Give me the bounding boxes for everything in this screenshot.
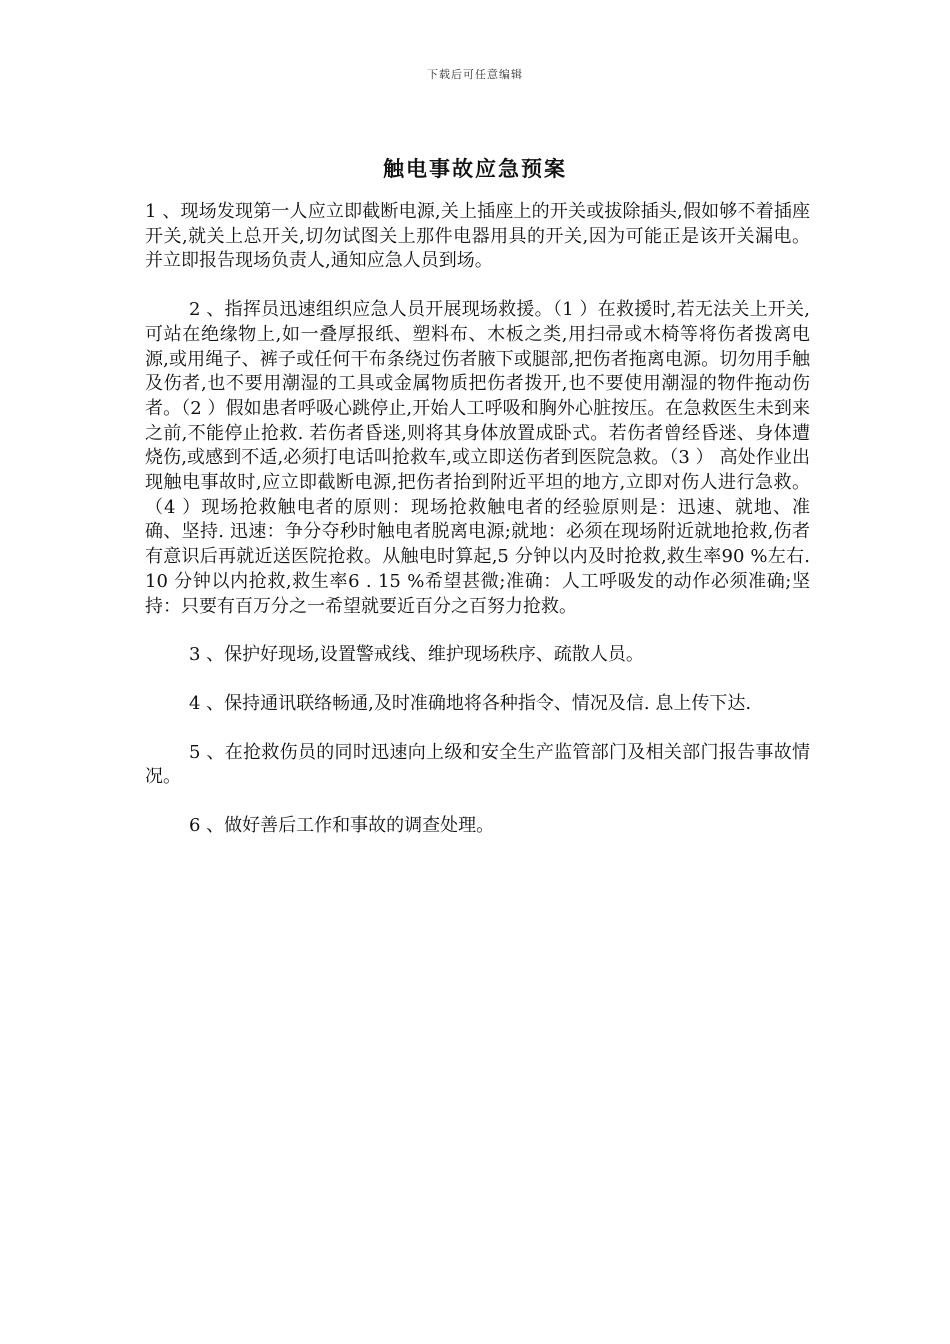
paragraph-6-aftermath: 6 、做好善后工作和事故的调查处理。 (189, 815, 495, 837)
paragraph-1-cut-power: 1 、现场发现第一人应立即截断电源,关上插座上的开关或拔除插头,假如够不着插座开关,就关上总开关,切勿试图关上那件电器用具的开关,因为可能正是该开关漏电。并立即报告现场负责人,通知应急人员到场。 (145, 201, 810, 272)
document-body (145, 200, 810, 863)
paragraph-4-communication: 4 、保持通讯联络畅通,及时准确地将各种指令、情况及信. 息上传下达. (189, 692, 752, 714)
paragraph-5-report: 5 、在抢救伤员的同时迅速向上级和安全生产监管部门及相关部门报告事故情况。 (145, 741, 810, 788)
paragraph-2-rescue: 2 、指挥员迅速组织应急人员开展现场救援。（1 ）在救援时,若无法关上开关,可站在绝缘物上,如一叠厚报纸、塑料布、木板之类,用扫帚或木椅等将伤者拨离电源,或用绳子、裤子或任何干布条绕过伤者腋下或腿部,把伤者拖离电源。切勿用手触及伤者,也不要用潮湿的工具或金属物质把伤者拨开,也不要使用潮湿的物件拖动伤者。（2 ）假如患者呼吸心跳停止,开始人工呼吸和胸外心脏按压。在急救医生未到来之前,不能停止抢救. 若伤者昏迷,则将其身体放置成卧式。若伤者曾经昏迷、身体遭烧伤,或感到不适,必须打电话叫抢救车,或立即送伤者到医院急救。（3 ） 高处作业出现触电事故时,应立即截断电源,把伤者抬到附近平坦的地方,立即对伤人进行急救。（4 ）现场抢救触电者的原则：现场抢救触电者的经验原则是：迅速、就地、准确、坚持. 迅速：争分夺秒时触电者脱离电源;就地：必须在现场附近就地抢救,伤者有意识后再就近送医院抢救。从触电时算起,5 分钟以内及时抢救,救生率90 %左右. 10 分钟以内抢救,救生率6 . 15 %希望甚微;准确：人工呼吸发的动作必须准确;坚持：只要有百万分之一希望就要近百分之百努力抢救。 (145, 299, 810, 617)
page-header-note: 下载后可任意编辑 (427, 68, 523, 81)
paragraph-3-protect-scene: 3 、保护好现场,设置警戒线、维护现场秩序、疏散人员。 (189, 644, 644, 666)
document-title: 触电事故应急预案 (383, 156, 567, 181)
